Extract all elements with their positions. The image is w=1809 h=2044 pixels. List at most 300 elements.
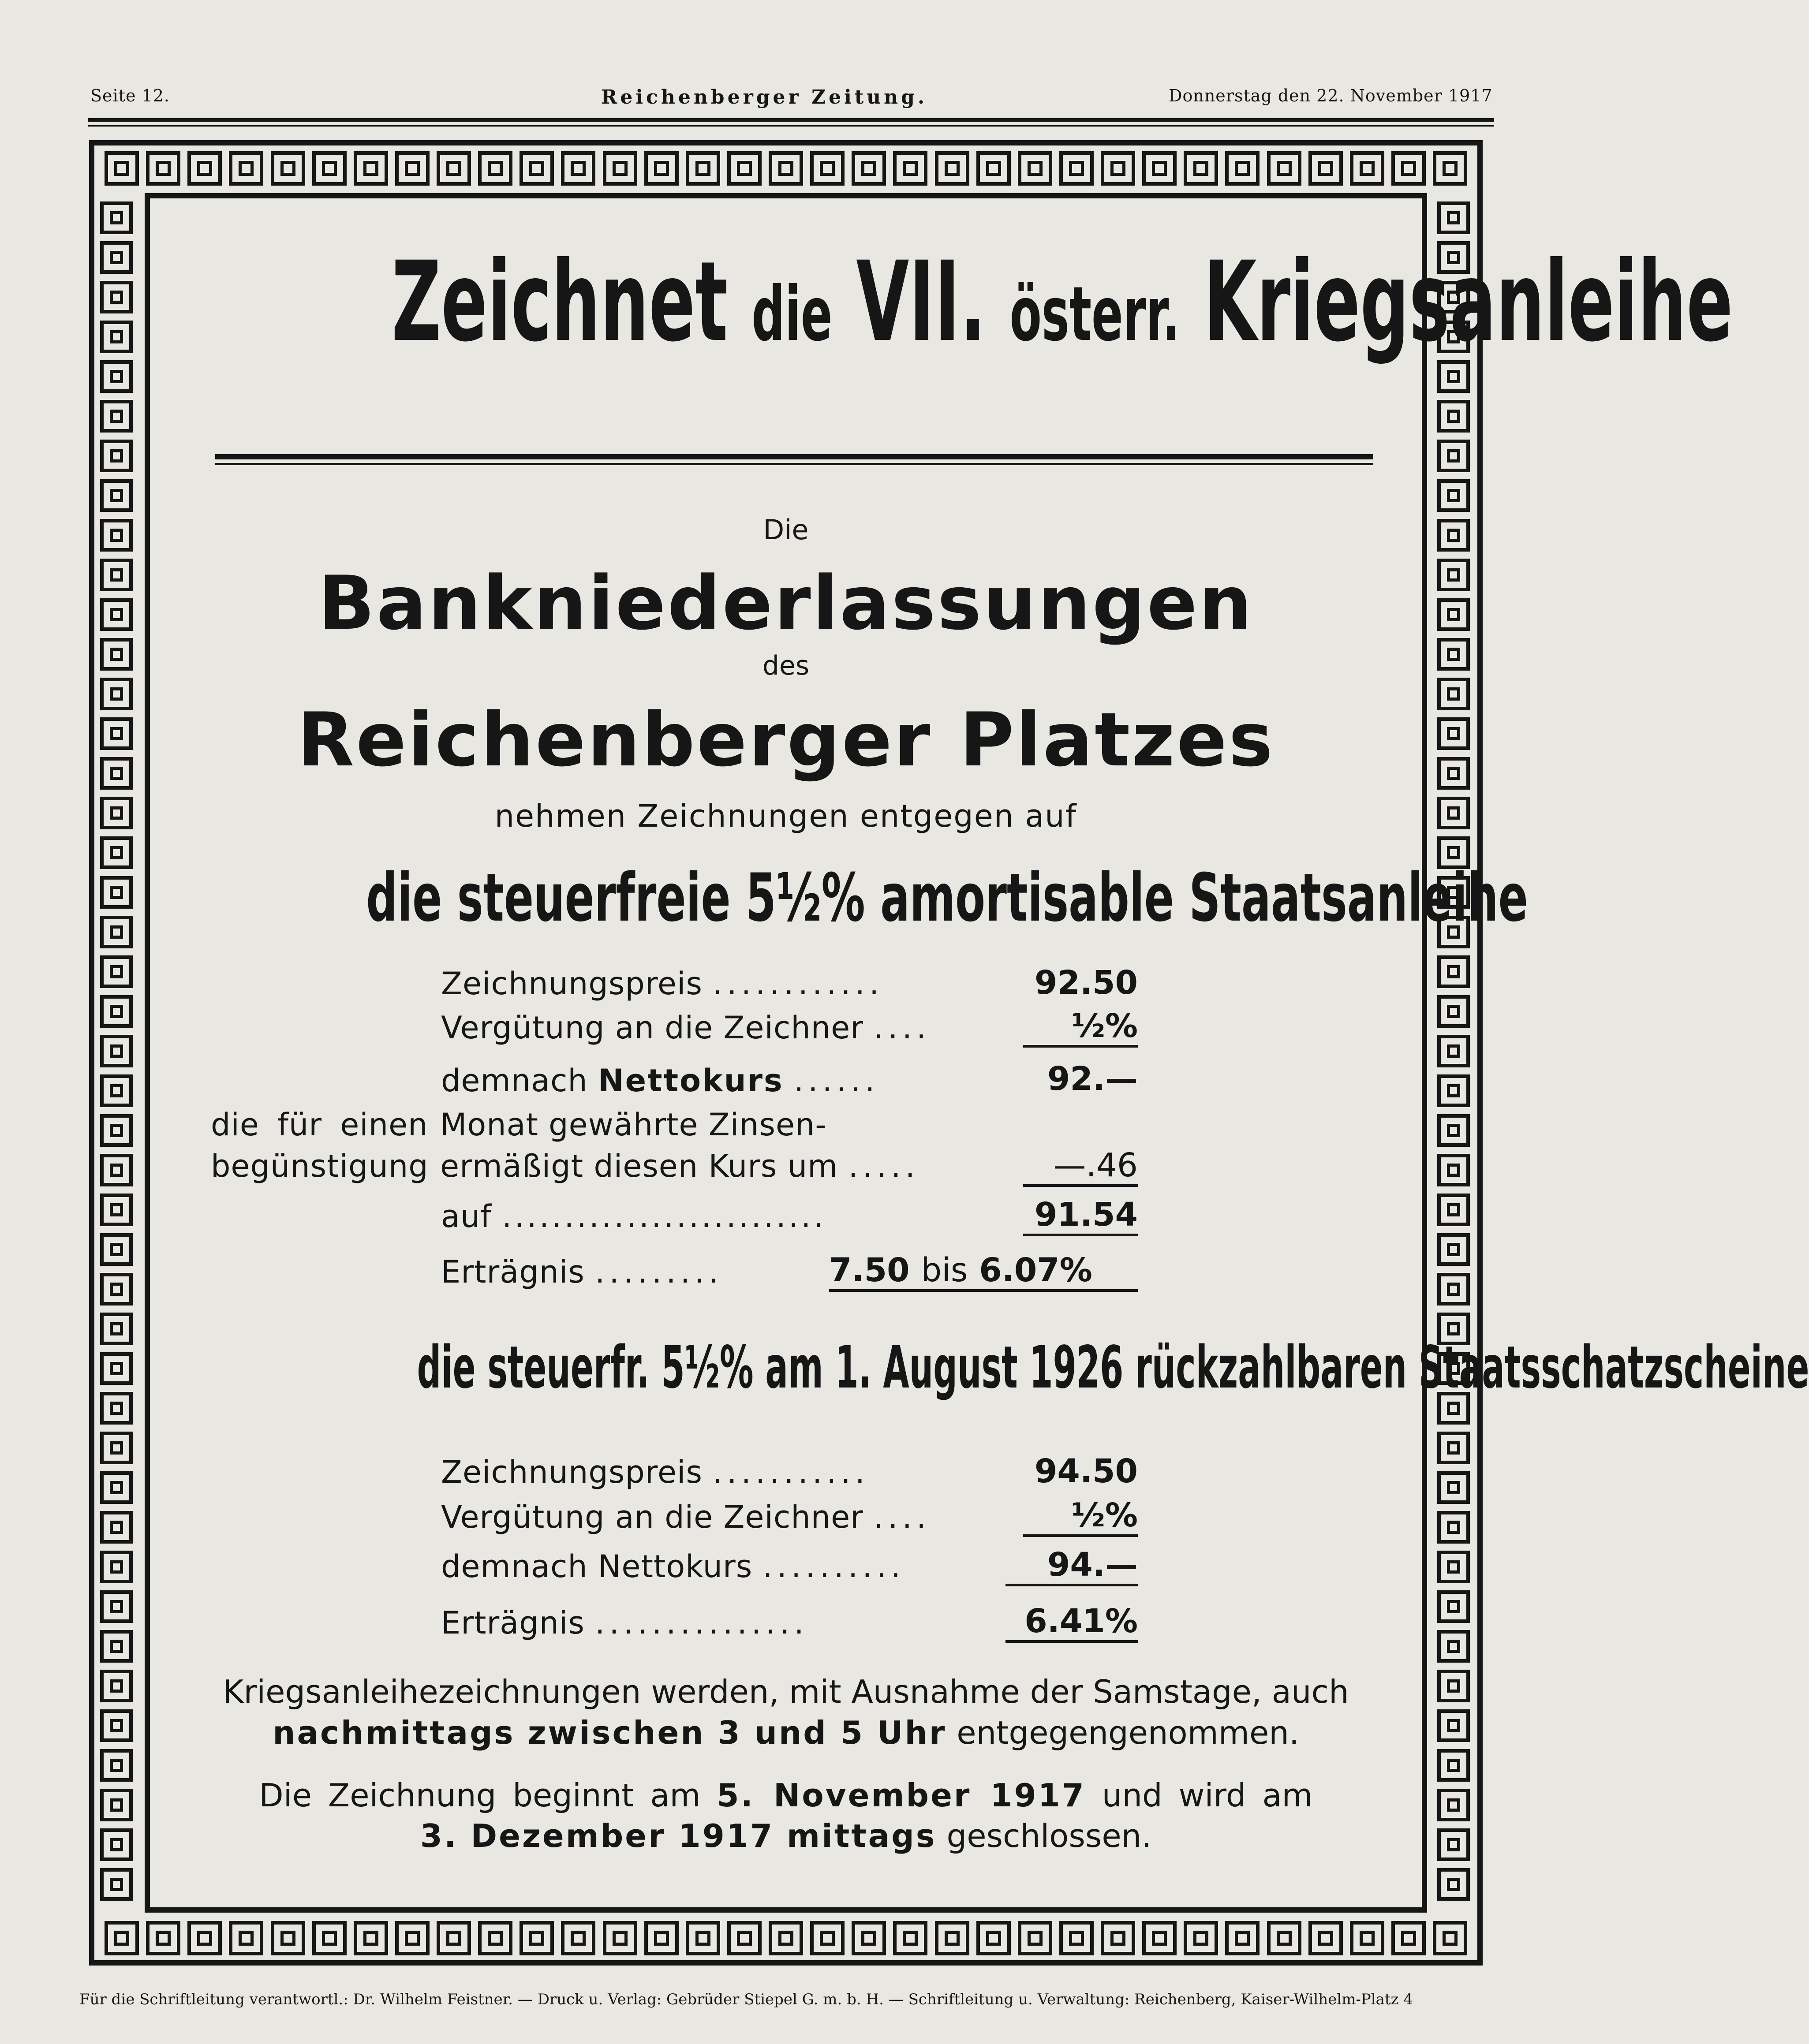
s2-fee-value: ½%	[1023, 1496, 1138, 1537]
border-ornament-square	[903, 161, 918, 176]
border-ornament-tile	[354, 1921, 388, 1955]
border-ornament-square	[280, 1931, 295, 1946]
issue-date: Donnerstag den 22. November 1917	[1169, 86, 1493, 105]
border-ornament-tile	[100, 836, 133, 869]
imprint-footer: Für die Schriftleitung verantwortl.: Dr. Wilhelm Feistner. — Druck u. Verlag: Gebrüder Stiepel G. m. b. H. — Schriftleitung u. Verwaltung: Reichenberg, Kaiser-Wilhelm-Platz 4	[79, 1991, 1413, 2008]
s1-yield-value: 7.50 bis 6.07%	[829, 1251, 1138, 1292]
border-ornament-square	[363, 1931, 378, 1946]
border-ornament-tile	[1437, 1828, 1470, 1861]
border-ornament-square	[1447, 727, 1460, 740]
border-ornament-tile	[893, 1921, 927, 1955]
border-ornament-square	[197, 1931, 212, 1946]
border-ornament-tile	[100, 1154, 133, 1186]
border-ornament-tile	[1184, 151, 1218, 186]
border-ornament-tile	[1437, 955, 1470, 988]
border-ornament-square	[110, 330, 123, 343]
border-ornament-tile	[100, 479, 133, 512]
border-ornament-square	[1447, 370, 1460, 383]
border-ornament-square	[110, 1084, 123, 1097]
border-ornament-square	[1447, 568, 1460, 582]
border-ornament-square	[861, 1931, 876, 1946]
note-dates-line2: 3. Dezember 1917 mittags geschlossen.	[420, 1817, 1152, 1854]
border-bottom-band	[101, 1918, 1470, 1958]
border-ornament-square	[1318, 161, 1333, 176]
headline-rule	[215, 454, 1373, 459]
s1-price-value: 92.50	[1034, 964, 1138, 1002]
s1-row-interest: die für einen Monat gewährte Zinsen-	[211, 1107, 827, 1143]
border-ornament-tile	[1142, 1921, 1177, 1955]
border-ornament-tile	[100, 1590, 133, 1623]
border-ornament-square	[613, 161, 628, 176]
border-ornament-square	[1447, 1600, 1460, 1613]
border-ornament-tile	[1018, 1921, 1052, 1955]
border-ornament-square	[820, 161, 835, 176]
border-ornament-square	[110, 251, 123, 264]
border-ornament-tile	[100, 1511, 133, 1544]
border-ornament-square	[156, 161, 171, 176]
border-ornament-tile	[100, 678, 133, 710]
border-ornament-square	[110, 1640, 123, 1653]
border-ornament-square	[1447, 846, 1460, 859]
border-ornament-square	[110, 1600, 123, 1613]
headline	[391, 238, 1733, 366]
border-ornament-tile	[1437, 1749, 1470, 1782]
border-ornament-square	[1447, 1481, 1460, 1494]
border-ornament-square	[446, 161, 461, 176]
s1-result-value: 91.54	[1023, 1196, 1138, 1236]
border-ornament-tile	[187, 1921, 222, 1955]
s1-row-result: auf ..........................	[441, 1198, 826, 1235]
border-ornament-tile	[520, 151, 554, 186]
border-ornament-tile	[478, 1921, 512, 1955]
intro-accept: nehmen Zeichnungen entgegen auf	[494, 798, 1077, 834]
border-ornament-tile	[100, 1392, 133, 1425]
border-ornament-square	[110, 1878, 123, 1891]
border-ornament-tile	[100, 241, 133, 274]
border-ornament-square	[529, 1931, 544, 1946]
border-ornament-square	[488, 1931, 503, 1946]
border-ornament-tile	[1059, 1921, 1094, 1955]
border-ornament-tile	[1437, 1630, 1470, 1663]
border-ornament-tile	[100, 1630, 133, 1663]
border-ornament-tile	[1267, 151, 1301, 186]
border-ornament-tile	[100, 1432, 133, 1464]
border-right-band	[1434, 198, 1475, 1904]
border-ornament-tile	[271, 1921, 305, 1955]
border-ornament-square	[1401, 161, 1416, 176]
intro-die: Die	[763, 514, 809, 546]
section2-title: die steuerfr. 5½% am 1. August 1926 rückzahlbaren Staatsschatzscheine	[417, 1334, 1809, 1402]
border-ornament-tile	[1101, 151, 1135, 186]
border-ornament-tile	[1437, 1273, 1470, 1305]
border-ornament-tile	[561, 151, 595, 186]
border-ornament-tile	[1437, 1511, 1470, 1544]
border-ornament-square	[1447, 1560, 1460, 1574]
border-ornament-square	[1447, 1124, 1460, 1137]
border-ornament-tile	[1225, 1921, 1260, 1955]
border-ornament-tile	[1391, 151, 1426, 186]
border-ornament-tile	[935, 1921, 969, 1955]
border-ornament-square	[1193, 161, 1208, 176]
headline-word: österr.	[1009, 271, 1180, 358]
border-ornament-square	[110, 211, 123, 224]
border-ornament-tile	[100, 1709, 133, 1742]
header-rule-thin	[88, 125, 1494, 127]
border-ornament-square	[110, 1322, 123, 1335]
border-ornament-tile	[100, 1233, 133, 1266]
border-ornament-tile	[100, 955, 133, 988]
border-ornament-tile	[1437, 1868, 1470, 1901]
border-ornament-tile	[312, 151, 347, 186]
border-ornament-tile	[100, 1789, 133, 1821]
border-ornament-square	[110, 1798, 123, 1812]
border-ornament-square	[197, 161, 212, 176]
border-ornament-square	[110, 687, 123, 701]
border-ornament-square	[529, 161, 544, 176]
border-ornament-square	[1447, 608, 1460, 621]
border-ornament-tile	[520, 1921, 554, 1955]
border-ornament-square	[110, 1283, 123, 1296]
border-ornament-tile	[100, 1074, 133, 1107]
header-rule	[88, 118, 1494, 122]
border-ornament-tile	[1437, 519, 1470, 552]
headline-word: Kriegsanleihe	[1204, 238, 1733, 366]
border-ornament-tile	[100, 1828, 133, 1861]
headline-word: die	[751, 271, 833, 358]
border-ornament-square	[110, 925, 123, 939]
border-ornament-square	[654, 161, 669, 176]
border-ornament-square	[110, 1203, 123, 1216]
border-ornament-tile	[100, 916, 133, 948]
border-ornament-square	[778, 161, 793, 176]
border-ornament-square	[405, 161, 420, 176]
border-ornament-tile	[100, 1313, 133, 1345]
border-ornament-square	[1447, 1441, 1460, 1455]
border-ornament-square	[110, 568, 123, 582]
border-ornament-square	[110, 1719, 123, 1732]
border-ornament-tile	[1142, 151, 1177, 186]
border-ornament-tile	[603, 151, 637, 186]
s1-fee-value: ½%	[1023, 1007, 1138, 1048]
border-ornament-tile	[1437, 995, 1470, 1028]
border-ornament-square	[737, 1931, 752, 1946]
border-ornament-square	[110, 1124, 123, 1137]
border-ornament-square	[1447, 1402, 1460, 1415]
border-ornament-square	[110, 1521, 123, 1534]
border-ornament-tile	[976, 1921, 1011, 1955]
border-ornament-square	[613, 1931, 628, 1946]
border-ornament-tile	[935, 151, 969, 186]
border-ornament-tile	[893, 151, 927, 186]
border-ornament-tile	[100, 281, 133, 313]
border-ornament-tile	[1437, 479, 1470, 512]
border-ornament-square	[110, 727, 123, 740]
border-ornament-tile	[1437, 1074, 1470, 1107]
border-ornament-square	[110, 410, 123, 423]
border-ornament-square	[1277, 161, 1292, 176]
border-ornament-square	[110, 1164, 123, 1177]
border-ornament-square	[1028, 161, 1043, 176]
border-ornament-tile	[1391, 1921, 1426, 1955]
border-ornament-square	[405, 1931, 420, 1946]
border-ornament-tile	[100, 1670, 133, 1702]
border-ornament-tile	[105, 151, 139, 186]
border-ornament-tile	[1437, 1432, 1470, 1464]
border-ornament-square	[1110, 161, 1125, 176]
border-ornament-tile	[395, 151, 430, 186]
border-ornament-tile	[1350, 1921, 1384, 1955]
border-ornament-tile	[1437, 559, 1470, 591]
border-ornament-tile	[100, 360, 133, 393]
border-ornament-square	[695, 161, 710, 176]
border-ornament-square	[1193, 1931, 1208, 1946]
border-ornament-square	[1152, 1931, 1167, 1946]
border-ornament-square	[110, 1759, 123, 1772]
border-ornament-tile	[100, 400, 133, 433]
border-ornament-tile	[1059, 151, 1094, 186]
border-ornament-square	[110, 291, 123, 304]
border-ornament-tile	[100, 1194, 133, 1226]
border-ornament-tile	[1437, 1233, 1470, 1266]
border-ornament-tile	[1437, 1670, 1470, 1702]
border-ornament-tile	[100, 797, 133, 829]
border-ornament-tile	[1437, 201, 1470, 234]
s2-row-price: Zeichnungspreis ...........	[441, 1454, 870, 1490]
border-ornament-square	[1447, 965, 1460, 978]
s2-row-fee: Vergütung an die Zeichner ....	[441, 1499, 931, 1535]
border-ornament-tile	[100, 717, 133, 750]
border-ornament-square	[110, 449, 123, 463]
border-ornament-square	[1447, 1084, 1460, 1097]
border-ornament-tile	[561, 1921, 595, 1955]
border-ornament-square	[1447, 648, 1460, 661]
s2-price-value: 94.50	[1034, 1452, 1138, 1490]
border-ornament-tile	[271, 151, 305, 186]
border-ornament-tile	[1225, 151, 1260, 186]
s2-net-value: 94.—	[1005, 1546, 1138, 1586]
border-ornament-tile	[1437, 757, 1470, 790]
border-ornament-tile	[1437, 1471, 1470, 1504]
border-ornament-tile	[1308, 151, 1343, 186]
border-ornament-square	[1447, 1679, 1460, 1693]
border-ornament-square	[110, 767, 123, 780]
border-ornament-square	[1360, 1931, 1375, 1946]
border-ornament-square	[110, 489, 123, 502]
border-ornament-square	[1447, 767, 1460, 780]
border-ornament-tile	[1437, 1194, 1470, 1226]
border-ornament-square	[1447, 489, 1460, 502]
border-ornament-square	[1447, 806, 1460, 820]
border-ornament-square	[1447, 1838, 1460, 1851]
border-ornament-tile	[354, 151, 388, 186]
border-ornament-square	[110, 1243, 123, 1256]
border-ornament-tile	[1350, 151, 1384, 186]
border-ornament-tile	[100, 440, 133, 472]
border-ornament-tile	[395, 1921, 430, 1955]
border-ornament-square	[156, 1931, 171, 1946]
border-ornament-tile	[229, 151, 263, 186]
border-ornament-tile	[100, 638, 133, 671]
border-ornament-square	[1447, 1798, 1460, 1812]
border-ornament-square	[110, 1679, 123, 1693]
border-ornament-square	[239, 161, 254, 176]
border-ornament-square	[1447, 410, 1460, 423]
border-ornament-square	[986, 1931, 1001, 1946]
border-ornament-tile	[187, 151, 222, 186]
border-ornament-square	[945, 161, 960, 176]
border-ornament-tile	[100, 559, 133, 591]
border-ornament-tile	[100, 876, 133, 909]
border-ornament-square	[1447, 687, 1460, 701]
border-ornament-square	[1447, 1164, 1460, 1177]
page-number: Seite 12.	[90, 86, 170, 105]
intro-banks: Bankniederlassungen	[318, 560, 1254, 646]
border-ornament-tile	[100, 1551, 133, 1583]
border-ornament-tile	[810, 151, 845, 186]
border-ornament-tile	[146, 151, 180, 186]
border-ornament-tile	[146, 1921, 180, 1955]
border-ornament-square	[110, 648, 123, 661]
border-ornament-square	[110, 608, 123, 621]
border-ornament-tile	[1437, 678, 1470, 710]
border-ornament-tile	[1437, 400, 1470, 433]
border-ornament-tile	[1308, 1921, 1343, 1955]
border-ornament-square	[1447, 211, 1460, 224]
border-ornament-square	[322, 161, 337, 176]
border-ornament-square	[1443, 161, 1458, 176]
border-ornament-square	[861, 161, 876, 176]
border-ornament-square	[114, 1931, 129, 1946]
border-ornament-square	[280, 161, 295, 176]
border-ornament-square	[110, 1481, 123, 1494]
border-ornament-tile	[1101, 1921, 1135, 1955]
border-ornament-square	[1318, 1931, 1333, 1946]
border-ornament-square	[1447, 1044, 1460, 1058]
border-ornament-square	[110, 1441, 123, 1455]
border-ornament-square	[1443, 1931, 1458, 1946]
border-ornament-tile	[105, 1921, 139, 1955]
border-ornament-tile	[1437, 1154, 1470, 1186]
note-afternoon-line2: nachmittags zwischen 3 und 5 Uhr entgegengenommen.	[273, 1714, 1299, 1751]
border-ornament-square	[1447, 1521, 1460, 1534]
border-ornament-square	[1447, 529, 1460, 542]
border-ornament-tile	[1437, 1789, 1470, 1821]
border-ornament-tile	[1437, 598, 1470, 631]
border-ornament-tile	[1437, 1590, 1470, 1623]
border-ornament-square	[1447, 449, 1460, 463]
border-ornament-tile	[769, 151, 803, 186]
border-ornament-tile	[1437, 797, 1470, 829]
border-ornament-square	[110, 965, 123, 978]
border-ornament-tile	[437, 1921, 471, 1955]
border-ornament-square	[778, 1931, 793, 1946]
section1-title: die steuerfreie 5½% amortisable Staatsanleihe	[366, 860, 1528, 936]
border-ornament-tile	[100, 1114, 133, 1147]
border-ornament-square	[1401, 1931, 1416, 1946]
border-top-band	[101, 148, 1470, 189]
border-ornament-square	[1069, 1931, 1084, 1946]
s1-net-value: 92.—	[1047, 1060, 1138, 1098]
border-ornament-square	[1447, 1719, 1460, 1732]
border-ornament-tile	[1437, 1114, 1470, 1147]
note-dates-line1: Die Zeichnung beginnt am 5. November 1917 und wird am	[259, 1777, 1313, 1814]
border-ornament-square	[110, 1838, 123, 1851]
headline-word: VII.	[856, 238, 986, 366]
s2-yield-value: 6.41%	[1005, 1602, 1138, 1643]
border-ornament-square	[114, 161, 129, 176]
border-ornament-tile	[644, 1921, 679, 1955]
border-ornament-tile	[727, 1921, 762, 1955]
border-ornament-tile	[100, 757, 133, 790]
border-ornament-square	[110, 886, 123, 899]
border-ornament-tile	[1433, 151, 1467, 186]
border-ornament-square	[1447, 1640, 1460, 1653]
border-ornament-square	[322, 1931, 337, 1946]
border-ornament-tile	[1437, 1709, 1470, 1742]
border-ornament-tile	[686, 1921, 720, 1955]
border-ornament-square	[1447, 1203, 1460, 1216]
border-ornament-tile	[100, 1035, 133, 1067]
border-ornament-square	[110, 1560, 123, 1574]
border-ornament-tile	[100, 1273, 133, 1305]
intro-des: des	[762, 650, 810, 681]
border-ornament-tile	[1437, 717, 1470, 750]
s1-row-net: demnach Nettokurs ......	[441, 1063, 879, 1099]
border-ornament-tile	[100, 598, 133, 631]
border-ornament-tile	[1437, 1035, 1470, 1067]
border-ornament-square	[1152, 161, 1167, 176]
border-ornament-tile	[1184, 1921, 1218, 1955]
border-ornament-square	[1110, 1931, 1125, 1946]
border-ornament-square	[110, 1044, 123, 1058]
border-ornament-square	[110, 1362, 123, 1375]
border-ornament-square	[571, 1931, 586, 1946]
border-ornament-tile	[1433, 1921, 1467, 1955]
border-ornament-tile	[976, 151, 1011, 186]
border-ornament-tile	[769, 1921, 803, 1955]
border-ornament-square	[110, 370, 123, 383]
s1-row-reduction: begünstigung ermäßigt diesen Kurs um .....	[211, 1148, 919, 1184]
s2-row-yield: Erträgnis ...............	[441, 1605, 808, 1641]
border-ornament-square	[488, 161, 503, 176]
border-ornament-tile	[810, 1921, 845, 1955]
newspaper-name: Reichenberger Zeitung.	[601, 86, 928, 108]
border-ornament-tile	[100, 1868, 133, 1901]
border-ornament-square	[1447, 1283, 1460, 1296]
border-ornament-square	[1028, 1931, 1043, 1946]
border-ornament-tile	[1267, 1921, 1301, 1955]
headline-rule-thin	[215, 463, 1373, 465]
border-ornament-square	[1360, 161, 1375, 176]
border-ornament-tile	[852, 1921, 886, 1955]
border-ornament-square	[571, 161, 586, 176]
border-ornament-square	[446, 1931, 461, 1946]
border-ornament-tile	[1437, 638, 1470, 671]
s1-row-fee: Vergütung an die Zeichner ....	[441, 1010, 931, 1046]
border-ornament-tile	[312, 1921, 347, 1955]
border-ornament-tile	[686, 151, 720, 186]
border-ornament-square	[654, 1931, 669, 1946]
border-ornament-tile	[1437, 440, 1470, 472]
border-ornament-tile	[100, 1352, 133, 1385]
border-ornament-square	[110, 806, 123, 820]
border-ornament-tile	[100, 1471, 133, 1504]
note-afternoon-line1: Kriegsanleihezeichnungen werden, mit Ausnahme der Samstage, auch	[223, 1673, 1349, 1710]
border-ornament-tile	[644, 151, 679, 186]
border-ornament-square	[1235, 161, 1250, 176]
border-ornament-tile	[478, 151, 512, 186]
border-ornament-tile	[1018, 151, 1052, 186]
